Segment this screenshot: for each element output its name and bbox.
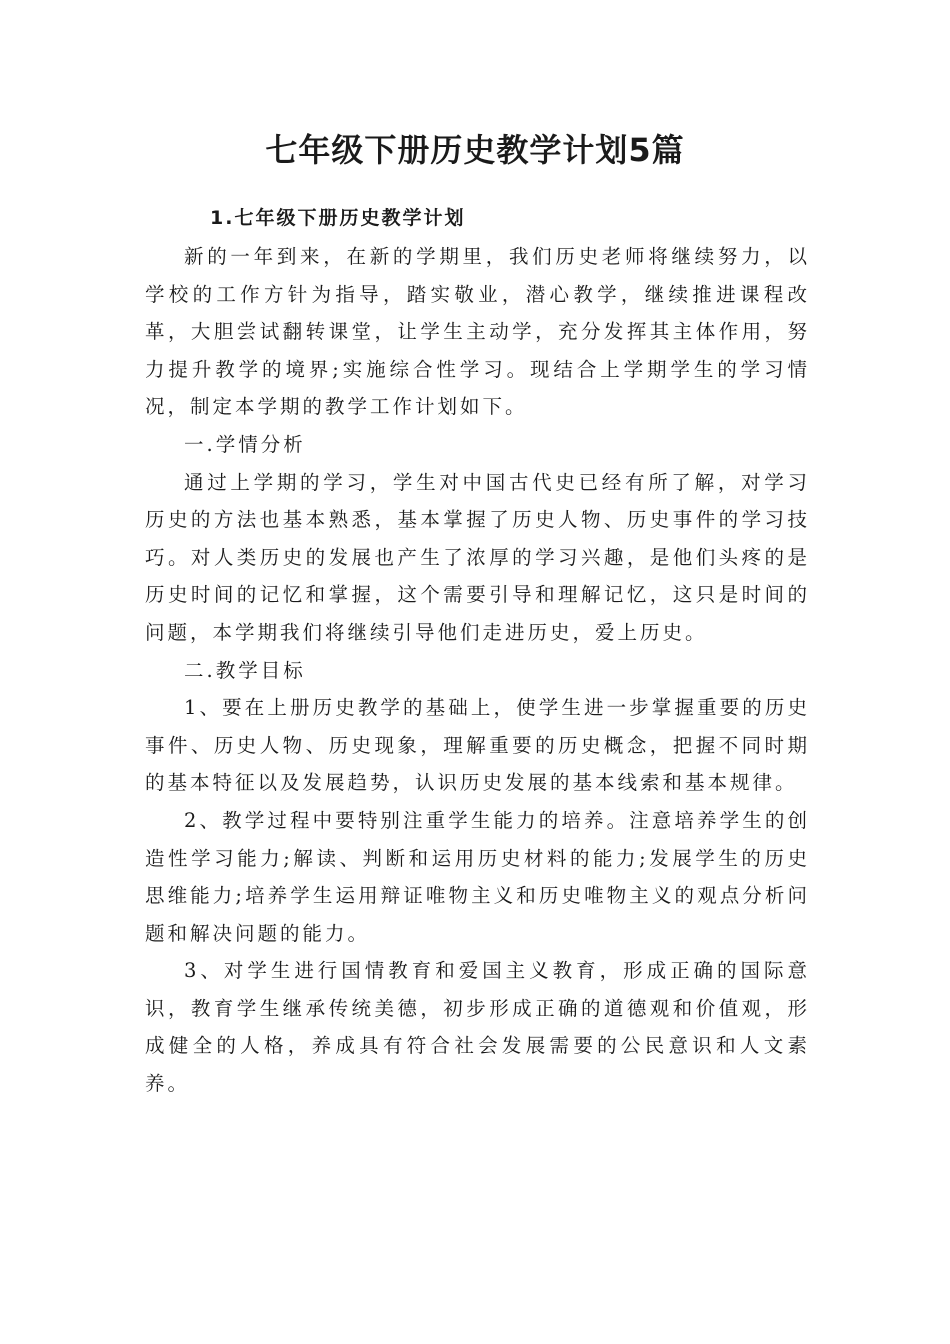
paragraph-goal-2: 2、教学过程中要特别注重学生能力的培养。注意培养学生的创造性学习能力;解读、判断和运用历史材料的能力;发展学生的历史思维能力;培养学生运用辩证唯物主义和历史唯物主义的观点分析问题和解决问题的能力。 (145, 808, 810, 945)
paragraph-intro: 新的一年到来，在新的学期里，我们历史老师将继续努力，以学校的工作方针为指导，踏实敬业，潜心教学，继续推进课程改革，大胆尝试翻转课堂，让学生主动学，充分发挥其主体作用，努力提升教学的境界;实施综合性学习。现结合上学期学生的学习情况，制定本学期的教学工作计划如下。 (145, 245, 810, 419)
subheading-learning-analysis: 一.学情分析 (184, 432, 306, 456)
subheading-teaching-goals: 二.教学目标 (184, 658, 306, 682)
document-title: 七年级下册历史教学计划5篇 (265, 131, 685, 169)
paragraph-learning-analysis: 通过上学期的学习，学生对中国古代史已经有所了解，对学习历史的方法也基本熟悉，基本掌握了历史人物、历史事件的学习技巧。对人类历史的发展也产生了浓厚的学习兴趣，是他们头疼的是历史时间的记忆和掌握，这个需要引导和理解记忆，这只是时间的问题，本学期我们将继续引导他们走进历史，爱上历史。 (145, 470, 810, 644)
paragraph-goal-1: 1、要在上册历史教学的基础上，使学生进一步掌握重要的历史事件、历史人物、历史现象，理解重要的历史概念，把握不同时期的基本特征以及发展趋势，认识历史发展的基本线索和基本规律。 (145, 696, 810, 795)
paragraph-goal-3: 3、对学生进行国情教育和爱国主义教育，形成正确的国际意识，教育学生继承传统美德，初步形成正确的道德观和价值观，形成健全的人格，养成具有符合社会发展需要的公民意识和人文素养。 (145, 959, 810, 1096)
section-title: 1.七年级下册历史教学计划 (210, 207, 466, 229)
document-body (145, 238, 810, 1103)
